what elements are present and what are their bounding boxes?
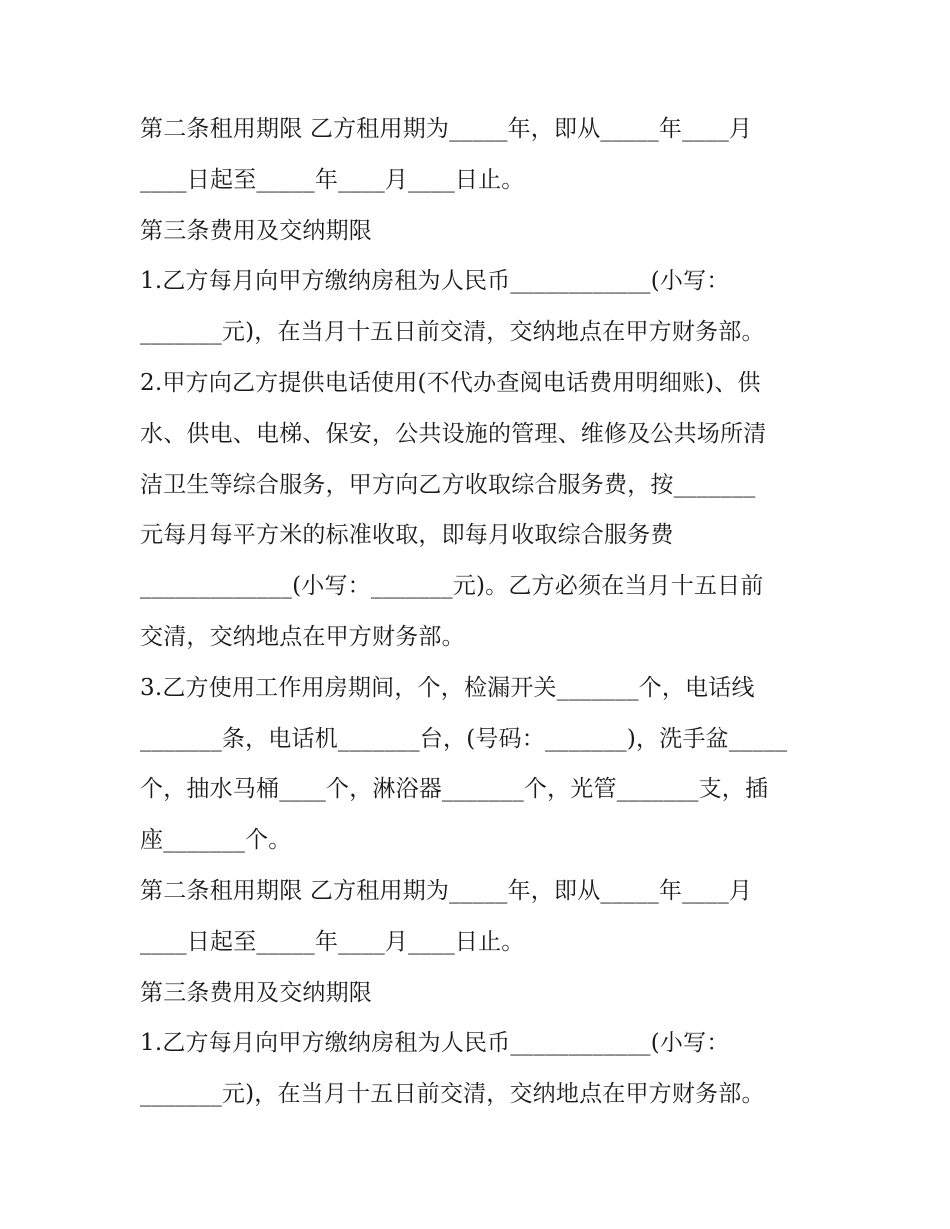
line-10-service-fee-amount: _____________(小写：_______元)。乙方必须在当月十五日前 [140,573,764,600]
line-9-service-fee-standard: 元每月每平方米的标准收取，即每月收取综合服务费 [140,522,674,549]
line-20-rent-payment-place: _______元)，在当月十五日前交清，交纳地点在甲方财务部。 [140,1081,765,1108]
line-3-fees-heading: 第三条费用及交纳期限 [140,217,372,244]
line-12-facilities: 3.乙方使用工作用房期间，个，检漏开关_______个，电话线 [140,674,755,701]
line-14-facilities: 个，抽水马桶____个，淋浴器_______个，光管_______支，插 [140,776,769,803]
line-4-rent-amount: 1.乙方每月向甲方缴纳房租为人民币____________(小写： [140,268,730,295]
line-5-rent-payment-place: _______元)，在当月十五日前交清，交纳地点在甲方财务部。 [140,319,765,346]
document-body [140,104,820,1120]
line-18-fees-heading: 第三条费用及交纳期限 [140,979,372,1006]
line-17-rental-term-dates: ____日起至_____年____月____日止。 [140,928,525,955]
line-6-services: 2.甲方向乙方提供电话使用(不代办查阅电话费用明细账)、供 [140,369,761,396]
line-8-service-fee: 洁卫生等综合服务，甲方向乙方收取综合服务费，按_______ [140,471,756,498]
line-11-service-fee-place: 交清，交纳地点在甲方财务部。 [140,623,465,650]
line-13-facilities: _______条，电话机_______台，(号码：_______)，洗手盆_____ [140,725,788,752]
line-7-services: 水、供电、电梯、保安，公共设施的管理、维修及公共场所清 [140,420,767,447]
line-19-rent-amount: 1.乙方每月向甲方缴纳房租为人民币____________(小写： [140,1030,730,1057]
line-2-rental-term-dates: ____日起至_____年____月____日止。 [140,166,525,193]
line-16-rental-term: 第二条租用期限 乙方租用期为_____年，即从_____年____月 [140,877,753,904]
line-1-rental-term: 第二条租用期限 乙方租用期为_____年，即从_____年____月 [140,116,753,142]
line-15-facilities-end: 座_______个。 [140,827,292,854]
